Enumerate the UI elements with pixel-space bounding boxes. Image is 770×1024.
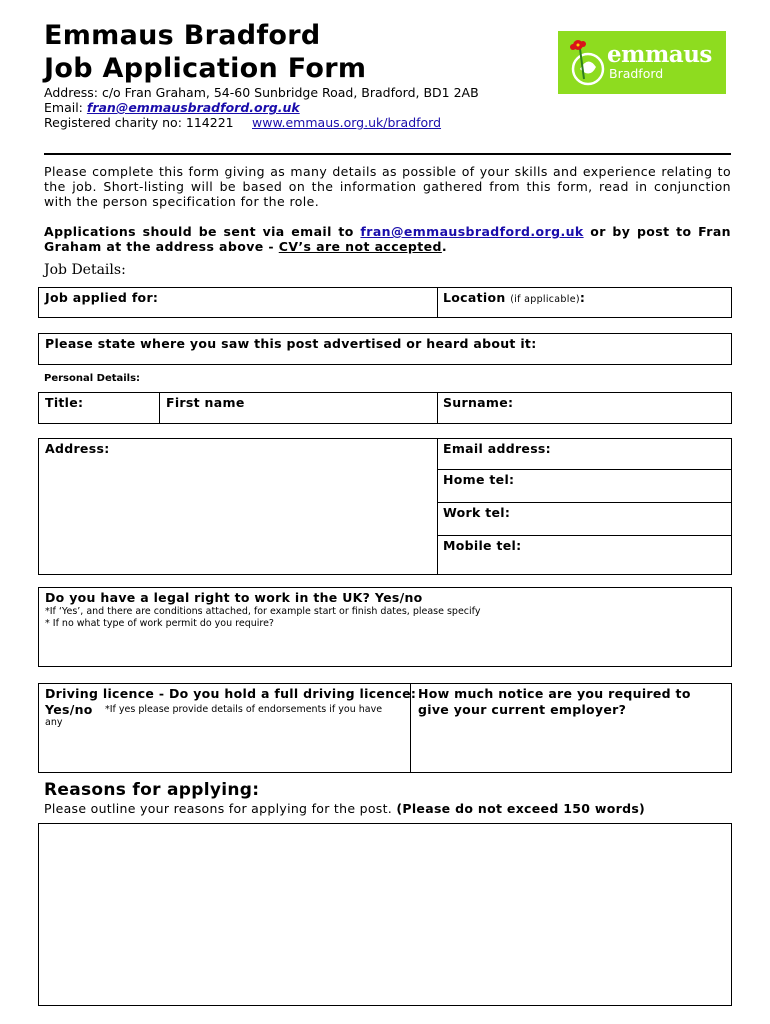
contact-block xyxy=(38,438,732,575)
reasons-instruction-line xyxy=(44,801,645,816)
reasons-instruction: Please outline your reasons for applying for the post. xyxy=(44,801,393,816)
surname-field[interactable] xyxy=(438,393,731,423)
logo-wordmark: emmaus xyxy=(607,41,712,68)
home-tel-label: Home tel: xyxy=(443,472,515,487)
emmaus-logo xyxy=(558,31,726,94)
org-email-link[interactable]: fran@emmausbradford.org.uk xyxy=(86,100,300,115)
form-title: Job Application Form xyxy=(44,53,367,84)
right-to-work-note-yes: *If ‘Yes’, and there are conditions attached, for example start or finish dates, please specify xyxy=(45,606,481,617)
logo-subtitle: Bradford xyxy=(609,66,664,81)
word-limit: (Please do not exceed 150 words) xyxy=(396,801,646,816)
apply-prefix: Applications should be sent via email to xyxy=(44,224,354,239)
right-to-work-field[interactable] xyxy=(38,587,732,667)
address-label: Address: xyxy=(45,441,110,456)
cv-notice: CV’s are not accepted xyxy=(278,239,442,254)
reasons-heading: Reasons for applying: xyxy=(44,780,260,800)
personal-details-heading: Personal Details: xyxy=(44,373,141,384)
location-label: Location (if applicable): xyxy=(443,290,586,305)
location-note: (if applicable) xyxy=(510,294,580,305)
website-link[interactable]: www.emmaus.org.uk/bradford xyxy=(252,115,442,130)
org-email-line xyxy=(44,100,300,115)
emmaus-emblem-icon xyxy=(566,35,608,91)
email-address-label: Email address: xyxy=(443,441,551,456)
charity-number: Registered charity no: 114221 xyxy=(44,115,234,130)
driving-licence-question: Driving licence - Do you hold a full driving licence: xyxy=(45,686,417,701)
advert-source-field[interactable] xyxy=(38,333,732,365)
driving-endorsements-note: *If yes please provide details of endorsements if you have any xyxy=(45,704,383,728)
apply-middle: or by post to Fran Graham at the address above - xyxy=(44,224,731,254)
notice-period-field[interactable] xyxy=(411,684,731,772)
location-field[interactable] xyxy=(438,288,731,317)
right-to-work-question: Do you have a legal right to work in the UK? Yes/no xyxy=(45,590,423,605)
first-name-field[interactable] xyxy=(160,393,438,423)
home-tel-field[interactable] xyxy=(438,470,731,503)
job-details-heading: Job Details: xyxy=(44,262,126,278)
work-tel-field[interactable] xyxy=(438,503,731,536)
advert-source-label: Please state where you saw this post advertised or heard about it: xyxy=(45,336,537,351)
title-field[interactable] xyxy=(39,393,160,423)
mobile-tel-field[interactable] xyxy=(438,536,731,574)
address-field[interactable] xyxy=(39,439,438,574)
job-details-row xyxy=(38,287,732,318)
reasons-textarea[interactable] xyxy=(38,823,732,1006)
org-address: Address: c/o Fran Graham, 54-60 Sunbridge Road, Bradford, BD1 2AB xyxy=(44,85,479,100)
email-field[interactable] xyxy=(438,439,731,470)
job-applied-label: Job applied for: xyxy=(45,290,159,305)
first-name-label: First name xyxy=(166,395,245,410)
email-label: Email: xyxy=(44,100,83,115)
driving-yes-no: Yes/no xyxy=(45,702,93,717)
name-row xyxy=(38,392,732,424)
mobile-tel-label: Mobile tel: xyxy=(443,538,522,553)
apply-end: . xyxy=(441,239,448,254)
apply-email-link[interactable]: fran@emmausbradford.org.uk xyxy=(360,224,584,239)
application-instructions xyxy=(44,224,731,254)
job-applied-field[interactable] xyxy=(39,288,438,317)
header-divider xyxy=(44,153,731,155)
intro-paragraph: Please complete this form giving as many details as possible of your skills and experience relating to the job. Short-listing will be based on the information gathered from this form, read in conjunction with the person specification for the role. xyxy=(44,164,731,209)
driving-notice-row xyxy=(38,683,732,773)
driving-licence-field[interactable] xyxy=(39,684,417,772)
notice-period-question: How much notice are you required to give your current employer? xyxy=(418,686,691,717)
title-label: Title: xyxy=(45,395,84,410)
page-title: Emmaus Bradford xyxy=(44,20,321,51)
surname-label: Surname: xyxy=(443,395,514,410)
right-to-work-note-no: * If no what type of work permit do you require? xyxy=(45,618,274,629)
work-tel-label: Work tel: xyxy=(443,505,511,520)
